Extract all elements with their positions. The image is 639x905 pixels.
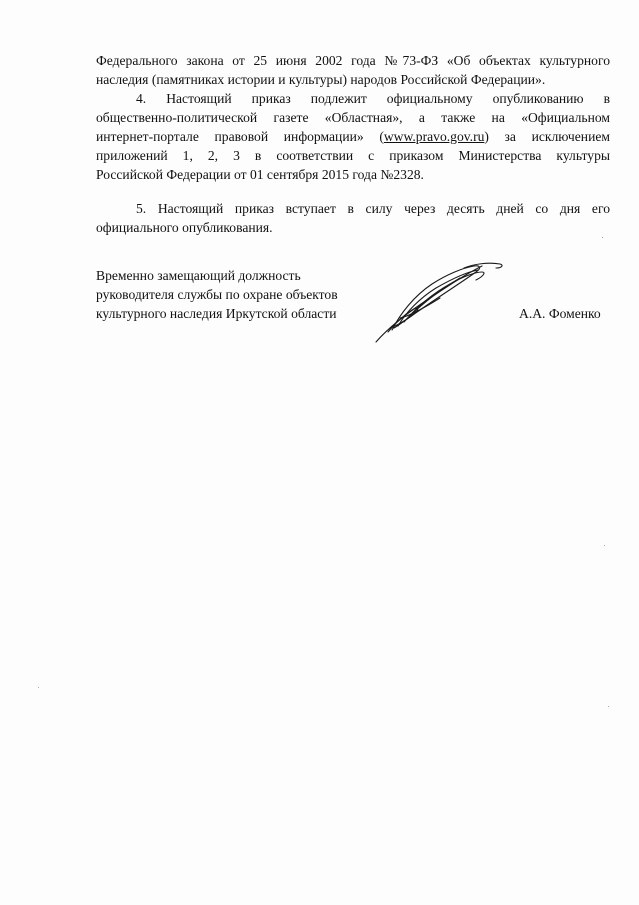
text-line: общественно-политической газете «Областная», а также на «Официальном [96,110,610,125]
text-fragment: интернет-портале правовой информации» ( [96,129,384,144]
text-line: 4. Настоящий приказ подлежит официальному опубликованию в [136,91,610,106]
text-fragment: ) за исключением [484,129,610,144]
position-line: Временно замещающий должность [96,268,301,283]
text-line: приложений 1, 2, 3 в соответствии с приказом Министерства культуры [96,148,610,163]
text-line: Российской Федерации от 01 сентября 2015 года №2328. [96,167,424,182]
text-line-with-link [96,127,610,146]
scan-speck [604,545,605,546]
paragraph-4 [96,89,610,184]
scan-speck [608,706,609,707]
position-line: руководителя службы по охране объектов [96,287,338,302]
paragraph-continued [96,51,610,89]
signatory-position [96,266,338,323]
paragraph-5 [96,199,610,237]
handwritten-signature [370,256,510,346]
text-line: Федерального закона от 25 июня 2002 года №73-ФЗ «Об объектах культурного [96,53,610,68]
paragraph-gap [96,184,610,199]
document-body [96,51,610,237]
scan-speck [602,237,603,238]
scan-speck [38,687,39,688]
signatory-name: А.А. Фоменко [519,306,601,321]
text-line: официального опубликования. [96,220,273,235]
text-line: 5. Настоящий приказ вступает в силу через десять дней со дня его [136,201,610,216]
pravo-link[interactable]: www.pravo.gov.ru [383,129,485,144]
text-line: наследия (памятниках истории и культуры) народов Российской Федерации». [96,72,546,87]
position-line: культурного наследия Иркутской области [96,306,337,321]
